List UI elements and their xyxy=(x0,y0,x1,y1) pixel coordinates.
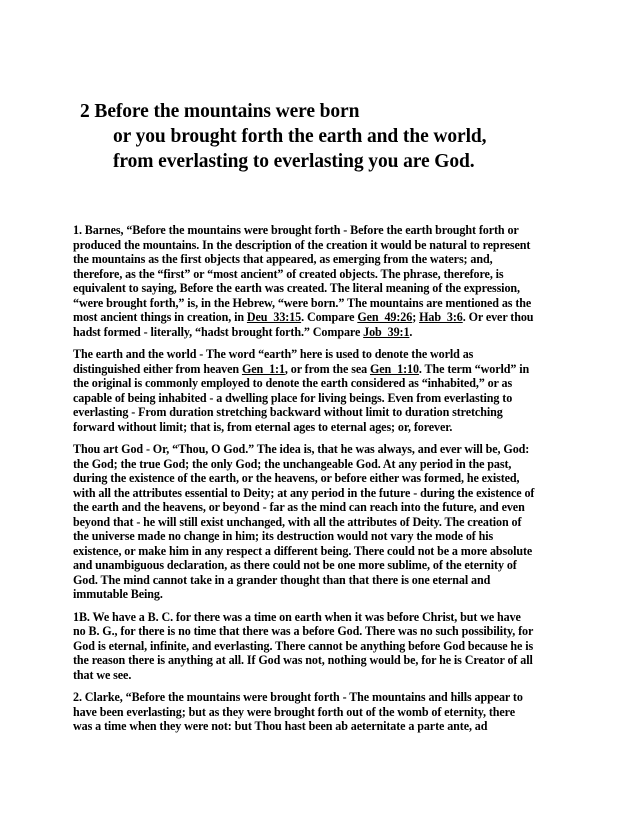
text-line xyxy=(73,238,573,253)
text-line xyxy=(73,471,573,486)
text-segment: during the existence of the earth, or the heavens, or before either was formed, he existed, xyxy=(73,471,520,485)
text-line xyxy=(73,639,573,654)
text-segment: that we see. xyxy=(73,667,132,682)
text-segment: . The term “world” in xyxy=(418,361,530,376)
text-line xyxy=(73,486,573,501)
text-segment: and unambiguous declaration, as there could not be one more sublime, of the eternity of xyxy=(73,558,517,572)
text-line xyxy=(73,296,573,311)
text-segment: , or from the sea xyxy=(284,361,370,376)
text-segment: was a time when they were not: but Thou hast been ab aeternitate a parte ante, ad xyxy=(73,719,488,733)
text-segment: God is eternal, infinite, and everlasting. There cannot be anything before God because he is xyxy=(73,638,534,653)
text-segment: . xyxy=(409,324,413,339)
text-line xyxy=(73,668,573,683)
text-line xyxy=(73,610,573,625)
text-segment: with all the attributes essential to Deity; at any period in the future - during the existence of xyxy=(73,485,535,500)
text-segment: the God; the true God; the only God; the unchangeable God. At any period in the past, xyxy=(73,456,512,471)
text-line xyxy=(73,500,573,515)
verse-line: from everlasting to everlasting you are God. xyxy=(113,151,475,172)
text-line xyxy=(73,347,573,362)
text-line xyxy=(73,442,573,457)
text-line xyxy=(73,705,573,720)
text-segment: beyond that - he will still exist unchanged, with all the attributes of Deity. The creation of xyxy=(73,514,522,529)
text-segment: therefore, as the “first” or “most ancient” of created objects. The phrase, therefore, is xyxy=(73,266,504,281)
text-line xyxy=(73,515,573,530)
text-line xyxy=(73,573,573,588)
text-line xyxy=(73,405,573,420)
text-line xyxy=(73,391,573,406)
scripture-reference-link[interactable]: Hab_3:6 xyxy=(419,310,463,324)
text-segment: equivalent to saying, Before the earth was created. The literal meaning of the expression, xyxy=(73,281,520,295)
scripture-reference-link[interactable]: Gen_1:1 xyxy=(241,361,285,376)
text-segment: the earth and the heavens, or beyond - far as the mind can reach into the future, and even xyxy=(73,500,525,514)
text-segment: produced the mountains. In the description of the creation it would be natural to represent xyxy=(73,237,531,252)
text-segment: “were brought forth,” is, in the Hebrew, “were born.” The mountains are mentioned as the xyxy=(73,295,532,310)
text-segment: the original is commonly employed to denote the earth considered as “inhabited,” or as xyxy=(73,376,513,390)
text-line xyxy=(73,420,573,435)
text-segment: . Or ever thou xyxy=(462,310,534,324)
text-line xyxy=(73,653,573,668)
text-segment: hadst formed - literally, “hadst brought forth.” Compare xyxy=(73,324,364,339)
text-segment: capable of being inhabited - a dwelling place for living beings. Even from everlasting to xyxy=(73,390,513,405)
scripture-reference-link[interactable]: Gen_1:10 xyxy=(369,361,419,376)
text-segment: most ancient things in creation, in xyxy=(73,310,247,324)
text-line xyxy=(73,376,573,391)
text-line xyxy=(73,587,573,602)
scripture-reference-link[interactable]: Gen_49:26 xyxy=(357,310,413,324)
text-line xyxy=(73,267,573,282)
commentary-paragraph xyxy=(73,610,573,683)
commentary-paragraph xyxy=(73,690,573,734)
commentary-paragraph xyxy=(73,223,573,339)
text-line xyxy=(73,281,573,296)
verse-line: 2 Before the mountains were born xyxy=(80,101,360,122)
scripture-reference-link[interactable]: Job_39:1 xyxy=(363,324,410,339)
commentary-paragraph xyxy=(73,442,573,602)
text-line xyxy=(73,223,573,238)
text-segment: the reason there is anything at all. If God was not, nothing would be, for he is Creator of all xyxy=(73,653,533,667)
commentary-body xyxy=(73,223,573,742)
text-segment: no B. G., for there is no time that there was a before God. There was no such possibility, for xyxy=(73,624,534,638)
text-segment: everlasting - From duration stretching backward without limit to duration stretching xyxy=(73,405,503,419)
text-segment: ; xyxy=(412,310,420,324)
text-segment: existence, or make him in any respect a different being. There could not be a more absolute xyxy=(73,543,533,558)
text-segment: distinguished either from heaven xyxy=(73,361,242,376)
text-segment: the universe made no change in him; its destruction would not vary the mode of his xyxy=(73,529,494,543)
text-segment: The earth and the world - The word “earth” here is used to denote the world as xyxy=(73,347,474,361)
text-line xyxy=(73,362,573,377)
text-segment: 1. Barnes, “Before the mountains were brought forth - Before the earth brought forth or xyxy=(73,223,519,237)
text-line xyxy=(73,544,573,559)
text-line xyxy=(73,310,573,325)
text-line xyxy=(73,624,573,639)
text-line xyxy=(73,719,573,734)
text-line xyxy=(73,252,573,267)
text-line xyxy=(73,529,573,544)
text-segment: have been everlasting; but as they were brought forth out of the womb of eternity, there xyxy=(73,704,515,719)
text-segment: the mountains as the first objects that appeared, as emerging from the waters; and, xyxy=(73,252,493,266)
text-line xyxy=(73,690,573,705)
scripture-reference-link[interactable]: Deu_33:15 xyxy=(246,310,302,324)
text-segment: forward without limit; that is, from eternal ages to eternal ages; or, forever. xyxy=(73,419,453,434)
text-line xyxy=(73,457,573,472)
text-line xyxy=(73,325,573,340)
text-line xyxy=(73,558,573,573)
text-segment: God. The mind cannot take in a grander thought than that there is one eternal and xyxy=(73,572,491,587)
text-segment: immutable Being. xyxy=(73,587,163,601)
verse-line: or you brought forth the earth and the world, xyxy=(113,126,487,147)
text-segment: 2. Clarke, “Before the mountains were brought forth - The mountains and hills appear to xyxy=(73,690,523,704)
commentary-paragraph xyxy=(73,347,573,434)
text-segment: 1B. We have a B. C. for there was a time on earth when it was before Christ, but we have xyxy=(73,609,521,624)
text-segment: . Compare xyxy=(301,310,358,324)
text-segment: Thou art God - Or, “Thou, O God.” The idea is, that he was always, and ever will be, God: xyxy=(73,442,530,456)
verse-block xyxy=(80,99,600,174)
